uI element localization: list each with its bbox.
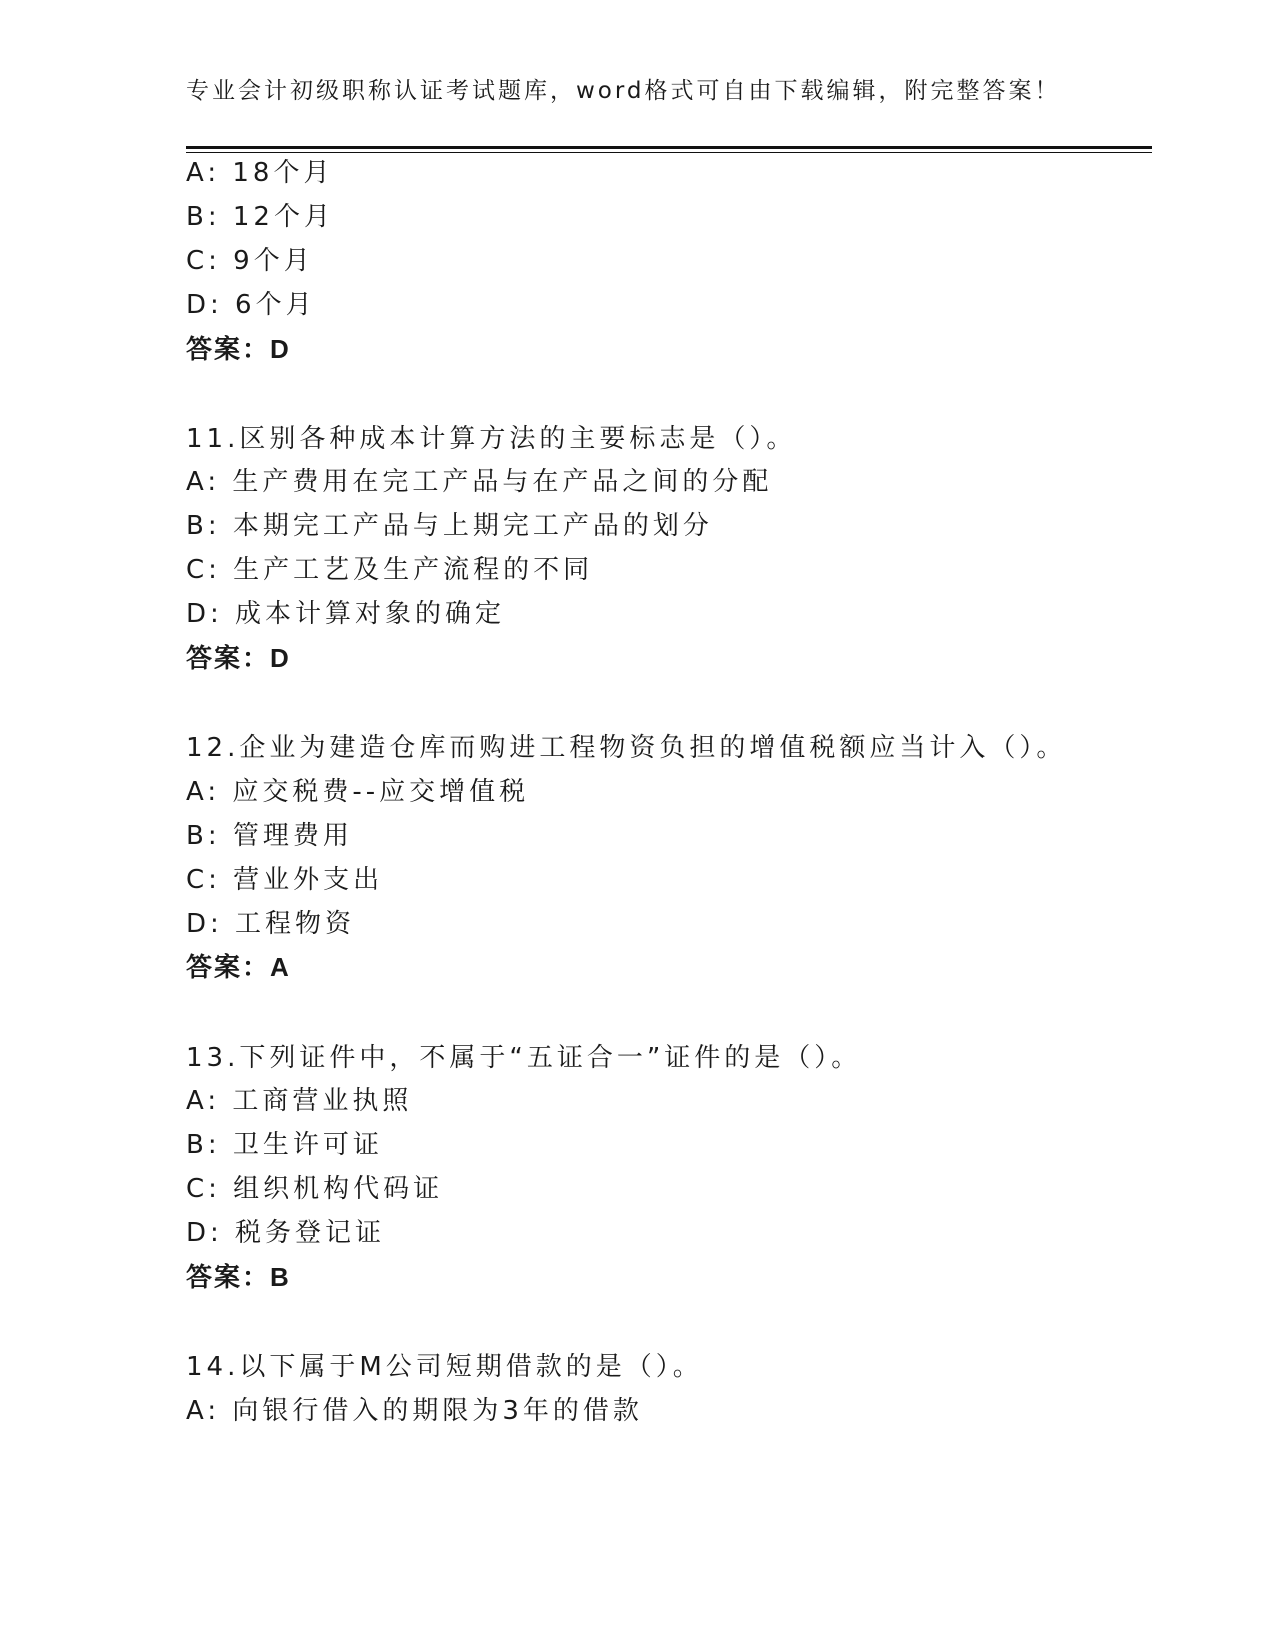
header-rule-thin [186, 152, 1152, 153]
option-c: C: 9个月 [186, 246, 314, 276]
option-b: B: 12个月 [186, 202, 334, 232]
answer: 答案：D [186, 643, 291, 673]
option-b: B: 管理费用 [186, 821, 353, 851]
option-a: A: 向银行借入的期限为3年的借款 [186, 1396, 643, 1426]
answer: 答案：A [186, 952, 291, 982]
option-c: C: 生产工艺及生产流程的不同 [186, 555, 594, 585]
header-rule-thick [186, 146, 1152, 149]
document-header: 专业会计初级职称认证考试题库，word格式可自由下载编辑，附完整答案！ [186, 78, 1061, 104]
answer: 答案：D [186, 334, 291, 364]
option-d: D: 税务登记证 [186, 1218, 386, 1248]
option-b: B: 本期完工产品与上期完工产品的划分 [186, 511, 713, 541]
option-c: C: 组织机构代码证 [186, 1174, 444, 1204]
question-stem: 12.企业为建造仓库而购进工程物资负担的增值税额应当计入（）。 [186, 733, 1067, 763]
option-a: A: 工商营业执照 [186, 1086, 413, 1116]
option-d: D: 工程物资 [186, 909, 356, 939]
option-d: D: 6个月 [186, 290, 316, 320]
option-d: D: 成本计算对象的确定 [186, 599, 506, 629]
option-c: C: 营业外支出 [186, 865, 384, 895]
option-a: A: 生产费用在完工产品与在产品之间的分配 [186, 467, 773, 497]
option-a: A: 18个月 [186, 158, 334, 188]
option-b: B: 卫生许可证 [186, 1130, 383, 1160]
question-stem: 13.下列证件中，不属于“五证合一”证件的是（）。 [186, 1043, 862, 1073]
question-stem: 11.区别各种成本计算方法的主要标志是（）。 [186, 424, 797, 454]
question-stem: 14.以下属于M公司短期借款的是（）。 [186, 1352, 703, 1382]
option-a: A: 应交税费--应交增值税 [186, 777, 530, 807]
answer: 答案：B [186, 1262, 291, 1292]
